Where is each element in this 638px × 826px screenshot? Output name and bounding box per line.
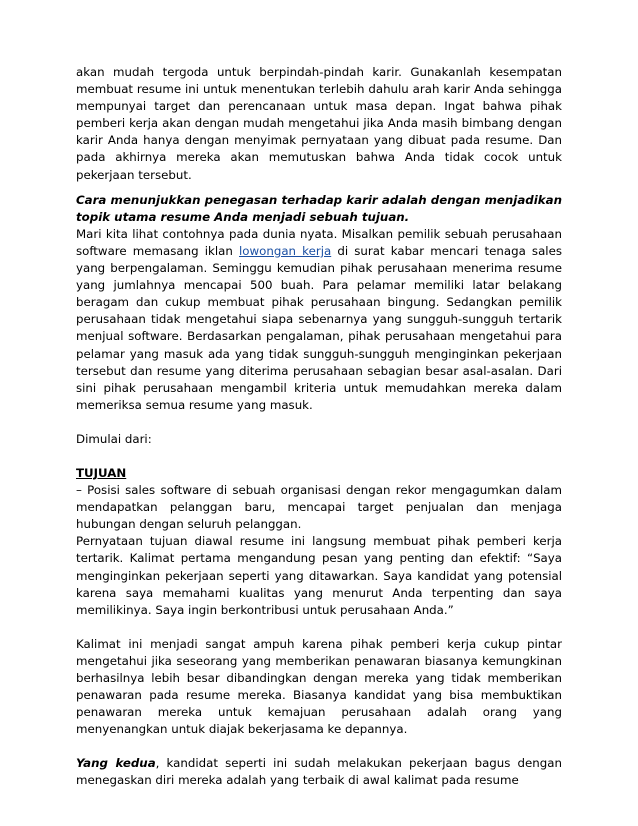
tujuan-statement: – Posisi sales software di sebuah organisasi dengan rekor mengagumkan dalam mendapatkan pelanggan baru, mencapai target penjualan dan menjaga hubungan dengan seluruh pelanggan. [76, 483, 562, 532]
paragraph-statement-explained: Pernyataan tujuan diawal resume ini langsung membuat pihak pemberi kerja tertarik. Kalimat pertama mengandung pesan yang penting dan efektif: “Saya menginginkan pekerjaan seperti yang ditawarkan. Saya kandidat yang potensial karena saya memahami kualitas yang menurut Anda terpenting dan saya memilikinya. Saya ingin berkontribusi untuk perusahaan Anda.” [76, 534, 562, 617]
lowongan-kerja-link[interactable]: lowongan kerja [239, 243, 332, 258]
paragraph-career-focus: akan mudah tergoda untuk berpindah-pindah karir. Gunakanlah kesempatan membuat resume ini untuk menentukan terlebih dahulu arah karir Anda sehingga mempunyai target dan perencanaan untuk masa depan. Ingat bahwa pihak pemberi kerja akan dengan mudah mengetahui jika Anda masih bimbang dengan karir Anda hanya dengan menyimak pernyataan yang dibuat pada resume. Dan pada akhirnya mereka akan memutuskan bahwa Anda tidak cocok untuk pekerjaan tersebut. [76, 65, 562, 182]
subheading-goal: Cara menunjukkan penegasan terhadap karir adalah dengan menjadikan topik utama resume Anda menjadi sebuah tujuan. [76, 192, 562, 224]
example-text-end: di surat kabar mencari tenaga sales yang berpengalaman. Seminggu kemudian pihak perusahaan menerima resume yang jumlahnya mencapai 500 buah. Para pelamar memiliki latar belakang beragam dan cukup membuat pihak perusahaan bingung. Sedangkan pemilik perusahaan tidak mengetahui siapa sebenarnya yang sungguh-sungguh tertarik menjual software. Berdasarkan pengalaman, pihak perusahaan mengetahui para pelamar yang masuk ada yang tidak sungguh-sungguh menginginkan pekerjaan tersebut dan resume yang diterima perusahaan sebagian besar asal-asalan. Dari sini pihak perusahaan mengambil kriteria untuk memudahkan mereka dalam memeriksa semua resume yang masuk. [76, 243, 562, 412]
paragraph-offer: Kalimat ini menjadi sangat ampuh karena pihak pemberi kerja cukup pintar mengetahui jika seseorang yang memberikan penawaran biasanya kemungkinan berhasilnya lebih besar dibandingkan dengan mereka yang tidak memberikan penawaran pada resume mereka. Biasanya kandidat yang bisa membuktikan penawaran mereka untuk kemajuan perusahaan adalah orang yang menyenangkan untuk diajak bekerjasama ke depannya. [76, 636, 562, 737]
second-point-text: , kandidat seperti ini sudah melakukan pekerjaan bagus dengan menegaskan diri mereka adalah yang terbaik di awal kalimat pada resume [76, 756, 562, 788]
paragraph-example [76, 226, 562, 414]
tujuan-heading: TUJUAN [76, 465, 127, 480]
document-body [76, 64, 562, 790]
example-text-start: Mari kita lihat contohnya pada dunia nyata. Misalkan pemilik sebuah perusahaan software memasang iklan [76, 226, 562, 258]
dimulai-label: Dimulai dari: [76, 431, 152, 446]
paragraph-second-point [76, 755, 562, 789]
second-point-lead: Yang kedua [76, 756, 156, 771]
